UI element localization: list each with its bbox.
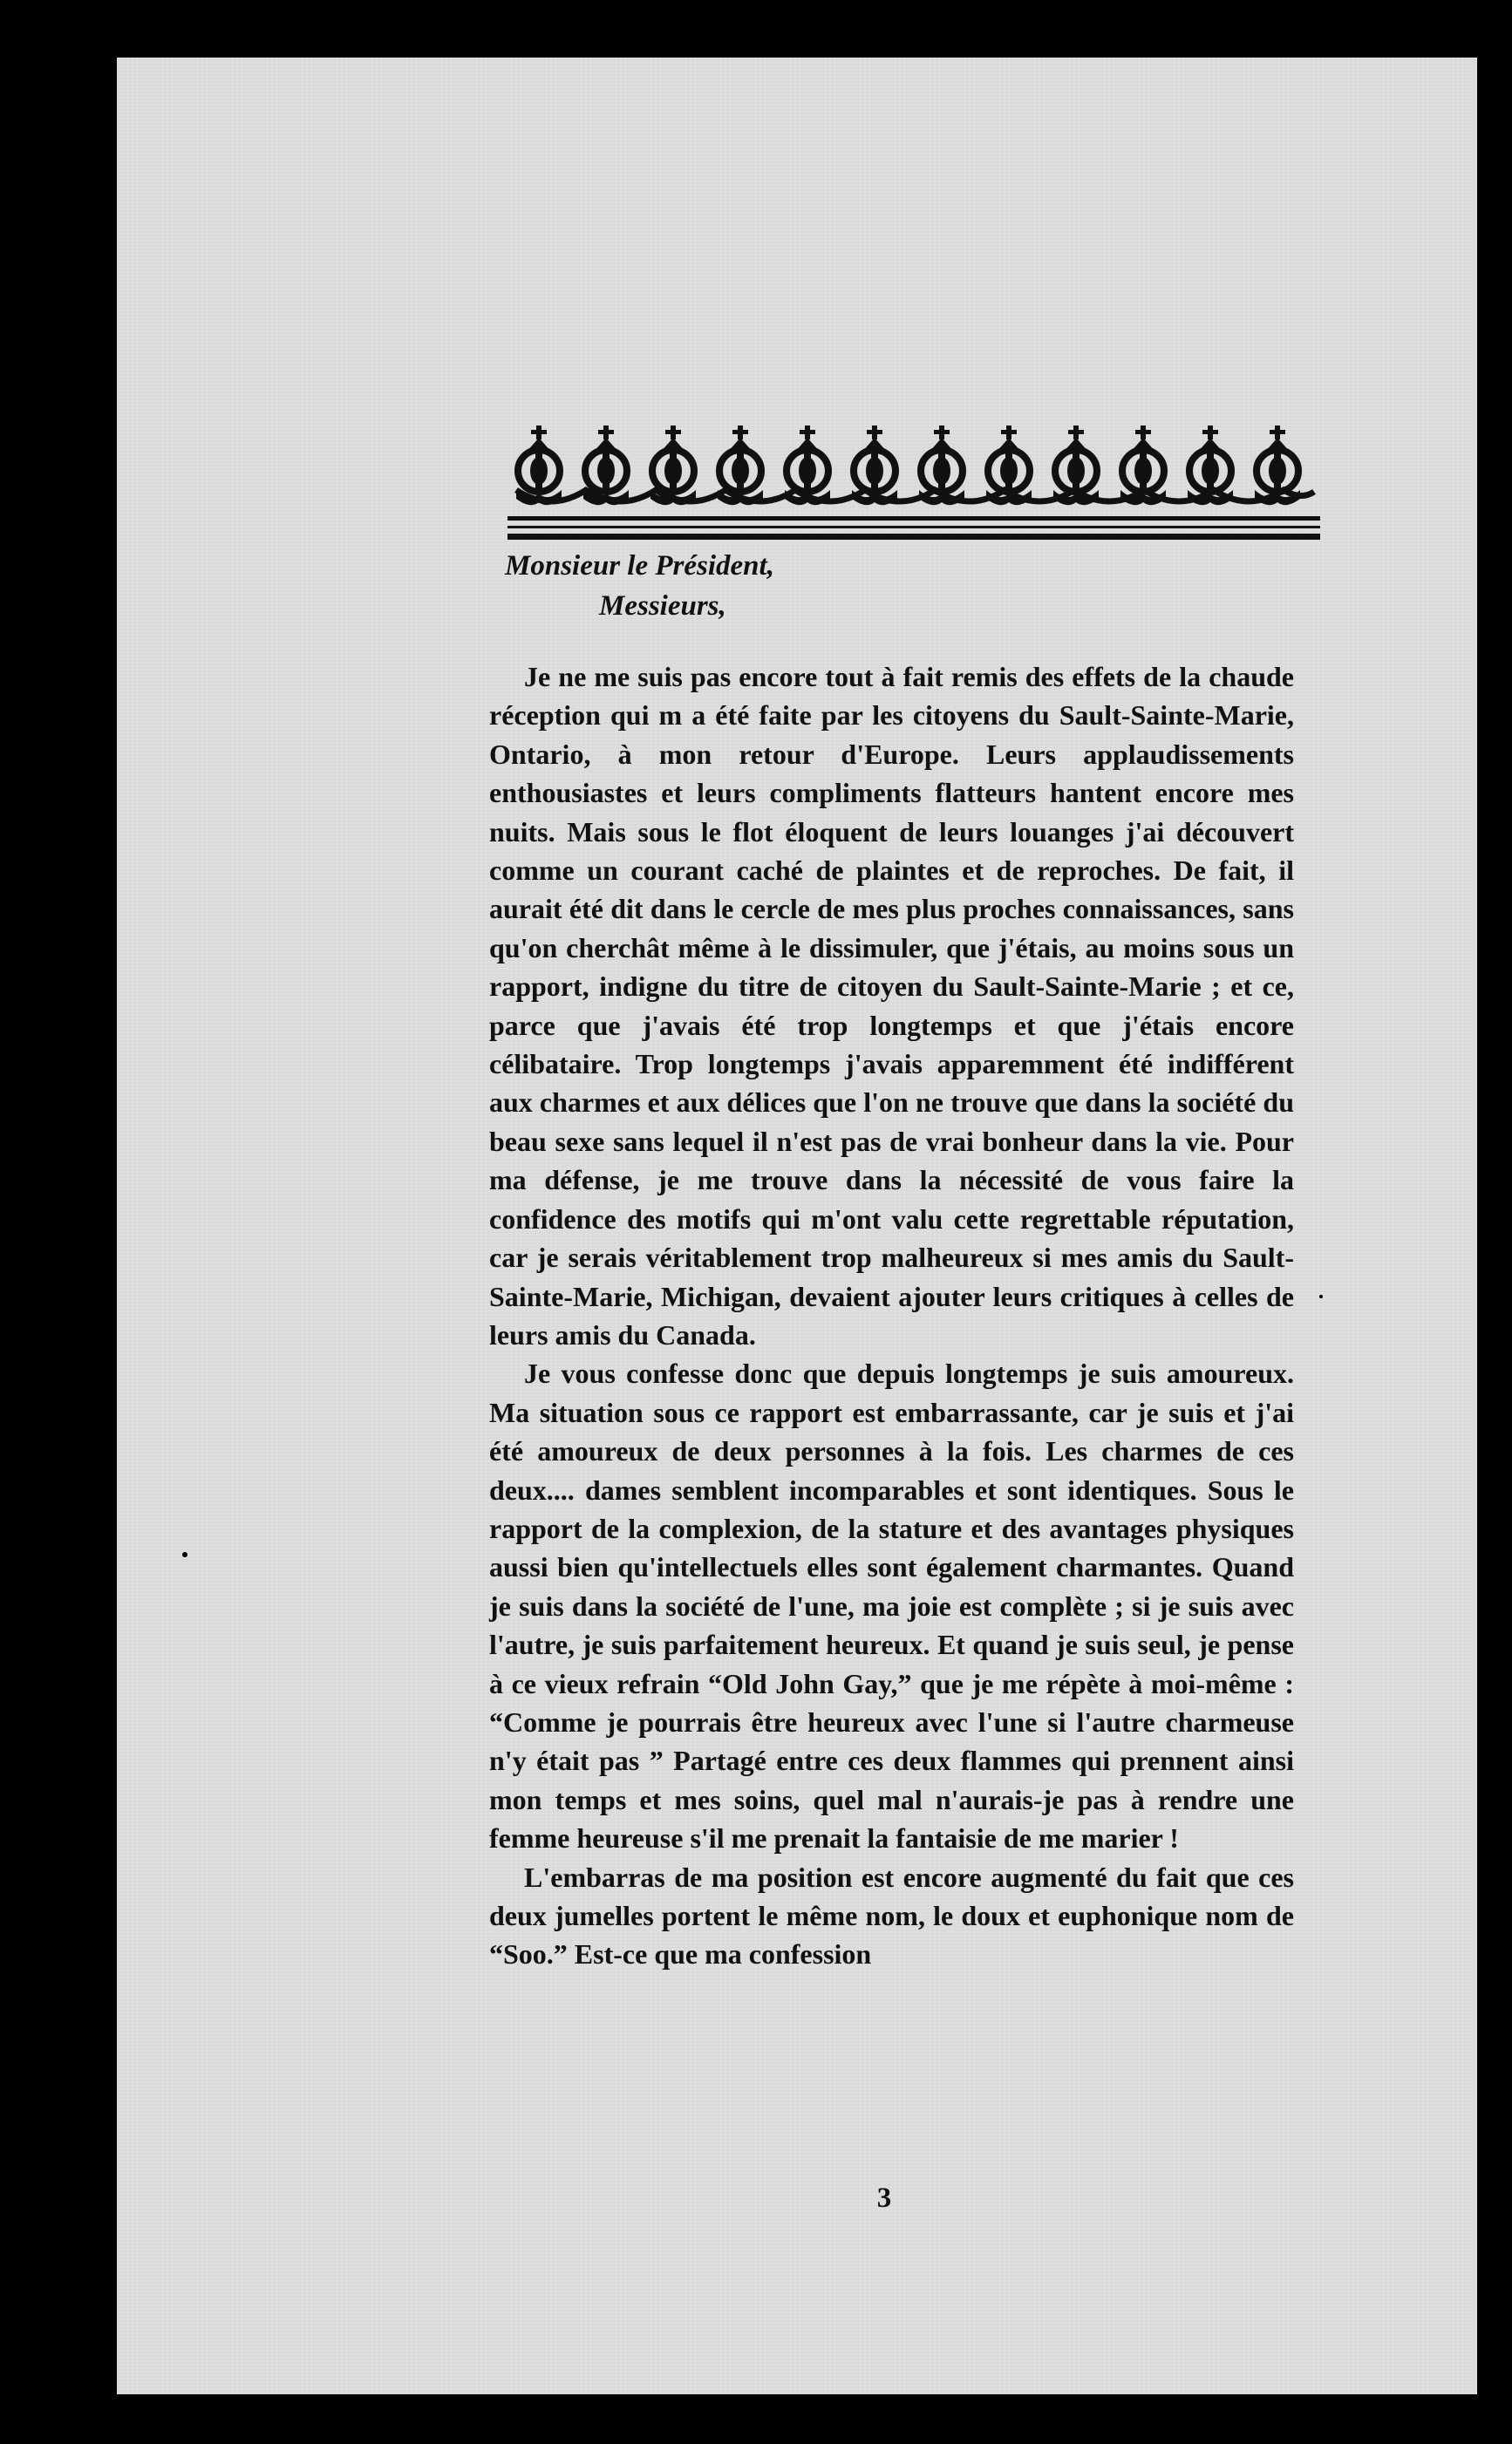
salutation-line-2: Messieurs, [599, 590, 726, 622]
paragraph-1: Je ne me suis pas encore tout à fait remis des effets de la chaude réception qui m a été faite par les citoyens du Sault-Sainte-Marie, Ontario, à mon retour d'Europe. Leurs applaudissements enthousiastes et leurs compliments flatteurs hantent encore mes nuits. Mais sous le flot éloquent de leurs louanges j'ai découvert comme un courant caché de plaintes et de reproches. De fait, il aurait été dit dans le cercle de mes plus proches connaissances, sans qu'on cherchât même à le dissimuler, que j'étais, au moins sous un rapport, indigne du titre de citoyen du Sault-Sainte-Marie ; et ce, parce que j'avais été trop longtemps et que j'étais encore célibataire. Trop longtemps j'avais apparemment été indifférent aux charmes et aux délices que l'on ne trouve que dans la société du beau sexe sans lequel il n'est pas de vrai bonheur dans la vie. Pour ma défense, je me trouve dans la nécessité de vous faire la confidence des motifs qui m'ont valu cette regrettable réputation, car je serais véritablement trop malheureux si mes amis du Sault-Sainte-Marie, Michigan, devaient ajouter leurs critiques à celles de leurs amis du Canada. [489, 661, 1294, 1351]
ornamental-header-band [507, 422, 1320, 544]
scan-speck-left [182, 1552, 187, 1557]
salutation-line-1: Monsieur le Président, [505, 550, 774, 582]
paragraph-2: Je vous confesse donc que depuis longtemps je suis amoureux. Ma situation sous ce rapport est embarrassante, car je suis et j'ai été amoureux de deux personnes à la fois. Les charmes de ces deux.... dames semblent incomparables et sont identiques. Sous le rapport de la complexion, de la stature et des avantages physiques aussi bien qu'intellectuels elles sont également charmantes. Quand je suis dans la société de l'une, ma joie est complète ; si je suis avec l'autre, je suis parfaitement heureux. Et quand je suis seul, je pense à ce vieux refrain “Old John Gay,” que je me répète à moi-même : “Comme je pourrais être heureux avec l'une si l'autre charmeuse n'y était pas ” Partagé entre ces deux flammes qui prennent ainsi mon temps et mes soins, quel mal n'aurais-je pas à rendre une femme heureuse s'il me prenait la fantaisie de me marier ! [489, 1358, 1294, 1855]
body-text [489, 657, 1294, 1974]
salutation [505, 546, 1377, 626]
book-page [117, 58, 1477, 2394]
scan-speck-top [1018, 9, 1027, 17]
page-number: 3 [876, 2182, 892, 2214]
scan-speck-right [1319, 1295, 1323, 1298]
paragraph-3: L'embarras de ma position est encore augmenté du fait que ces deux jumelles portent le même nom, le doux et euphonique nom de “Soo.” Est-ce que ma confession [489, 1861, 1294, 1971]
